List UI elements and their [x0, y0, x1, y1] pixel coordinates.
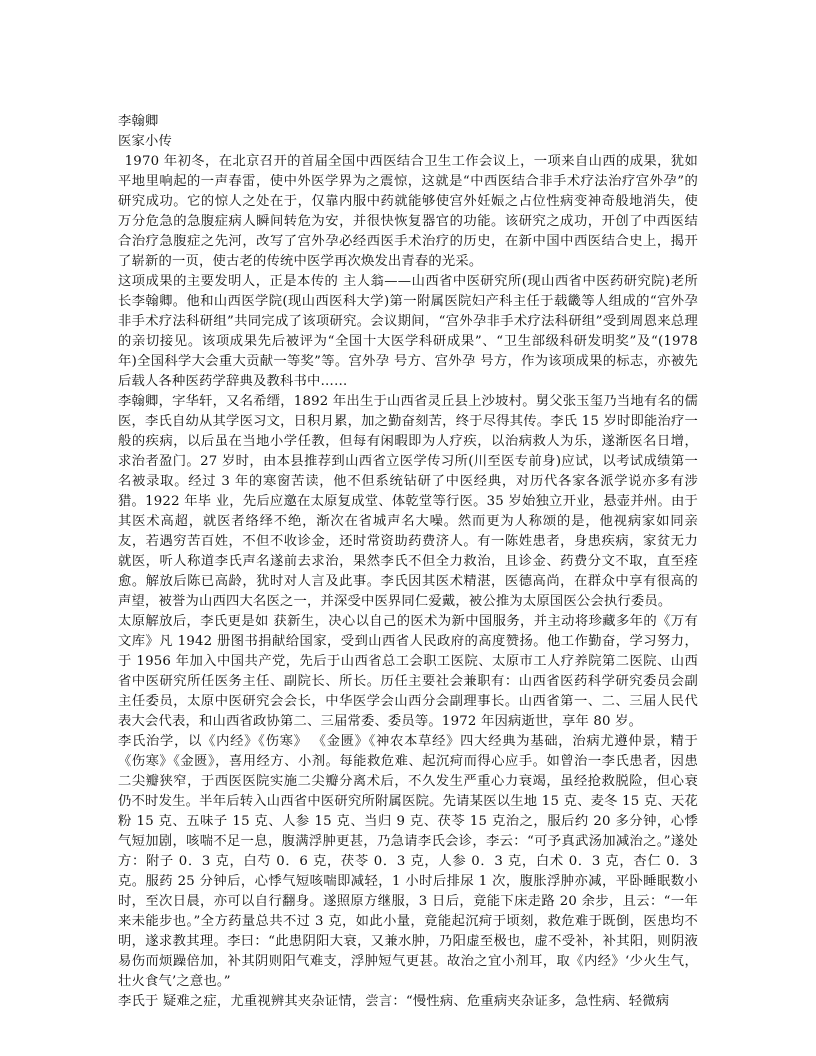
- document-page: [118, 112, 698, 1012]
- paragraph-after-liberation: 太原解放后，李氏更是如 获新生，决心以自己的医术为新中国服务，并主动将珍藏多年的《万有文库》凡 1942 册图书捐献给国家，受到山西省人民政府的高度赞扬。他工作勤奋，学习努力，于 1956 年加入中国共产党，先后于山西省总工会职工医院、太原市工人疗养院第二医院、山西省中医研究所任医务主任、副院长、所长。历任主要社会兼职有：山西省医药科学研究委员会副主任委员，太原中医研究会会长，中华医学会山西分会副理事长。山西省第一、二、三届人民代表大会代表，和山西省政协第二、三届常委、委员等。1972 年因病逝世，享年 80 岁。: [118, 614, 698, 729]
- paragraph-biography: 李翰卿，字华轩，又名希缙，1892 年出生于山西省灵丘县上沙坡村。舅父张玉玺乃当地有名的儒医，李氏自幼从其学医习文，日积月累，加之勤奋刻苦，终于尽得其传。李氏 15 岁时即能治疗一般的疾病，以后虽在当地小学任教，但每有闲暇即为人疗疾，以治病救人为乐，遂渐医名日增，求治者盈门。27 岁时，由本县推荐到山西省立医学传习所(川至医专前身)应试，以考试成绩第一名被录取。经过 3 年的寒窗苦读，他不但系统钻研了中医经典，对历代各家各派学说亦多有涉猎。1922 年毕 业，先后应邀在太原复成堂、体乾堂等行医。35 岁始独立开业，悬壶并州。由于其医术高超，就医者络绎不绝，渐次在省城声名大噪。然而更为人称颂的是，他视病家如同亲友，若遇穷苦百姓，不但不收诊金，还时常资助药费济人。有一陈姓患者，身患疾病，家贫无力就医，听人称道李氏声名遂前去求治，果然李氏不但全力救治，且诊金、药费分文不取，直至痊愈。解放后陈已高龄，犹时对人言及此事。李氏因其医术精湛，医德高尚，在群众中享有很高的声望，被誉为山西四大名医之一，并深受中医界同仁爱戴，被公推为太原国医公会执行委员。: [118, 394, 698, 609]
- paragraph-intro: 1970 年初冬，在北京召开的首届全国中西医结合卫生工作会议上，一项来自山西的成果，犹如平地里响起的一声春雷，使中外医学界为之震惊，这就是“中西医结合非手术疗法治疗宫外孕”的研究成功。它的惊人之处在于，仅靠内服中药就能够使宫外妊娠之占位性病变神奇般地消失，使万分危急的急腹症病人瞬间转危为安，并很快恢复器官的功能。该研究之成功，开创了中西医结合治疗急腹症之先河，改写了宫外孕必经西医手术治疗的历史，在新中国中西医结合史上，揭开了崭新的一页，使古老的传统中医学再次焕发出青春的光采。: [118, 154, 698, 269]
- paragraph-scholarship: 李氏治学，以《内经》《伤寒》 《金匮》《神农本草经》四大经典为基础，治病尤遵仲景，精于《伤寒》《金匮》，喜用经方、小剂。每能救危难、起沉疴而得心应手。如曾治一李氏患者，因患二尖瓣狭窄，于西医医院实施二尖瓣分离术后，不久发生严重心力衰竭，虽经抢救脱险，但心衰仍不时发生。半年后转入山西省中医研究所附属医院。先请某医以生地 15 克、麦冬 15 克、天花粉 15 克、五味子 15 克、人参 15 克、当归 9 克、茯苓 15 克治之，服后约 20 多分钟，心悸气短加剧，咳喘不足一息，腹满浮肿更甚，乃急请李氏会诊，李云：“可予真武汤加减治之。”遂处方：附子 0．3 克，白芍 0．6 克，茯苓 0．3 克，人参 0．3 克，白术 0．3 克，杏仁 0．3 克。服药 25 分钟后，心悸气短咳喘即减轻，1 小时后排尿 1 次，腹胀浮肿亦减，平卧睡眠数小时，至次日晨，亦可以自行翻身。遂照原方继服，3 日后，竟能下床走路 20 余步，且云：“一年来未能步也。”全方药量总共不过 3 克，如此小量，竟能起沉疴于顷刻，救危难于既倒，医患均不明，遂求教其理。李曰：“此患阴阳大衰，又兼水肿，乃阳虚至极也，虚不受补，补其阳，则阴液易伤而烦躁倍加，补其阴则阳气难支，浮肿短气更甚。故治之宜小剂耳，取《内经》‘少火生气，壮火食气’之意也。”: [118, 734, 698, 989]
- paragraph-complex-cases: 李氏于 疑难之症，尤重视辨其夹杂证情，尝言：“慢性病、危重病夹杂证多，急性病、轻微病: [118, 994, 670, 1009]
- paragraph-inventor: 这项成果的主要发明人，正是本传的 主人翁——山西省中医研究所(现山西省中医药研究院)老所长李翰卿。他和山西医学院(现山西医科大学)第一附属医院妇产科主任于载畿等人组成的“宫外孕非手术疗法科研组”共同完成了该项研究。会议期间，“宫外孕非手术疗法科研组”受到周恩来总理的亲切接见。该项成果先后被评为“全国十大医学科研成果”、“卫生部级科研发明奖”及“(1978 年)全国科学大会重大贡献一等奖”等。宫外孕 号方、宫外孕 号方，作为该项成果的标志，亦被先后载人各种医药学辞典及教科书中……: [118, 274, 698, 389]
- author-name: 李翰卿: [118, 114, 159, 129]
- section-title: 医家小传: [118, 134, 172, 149]
